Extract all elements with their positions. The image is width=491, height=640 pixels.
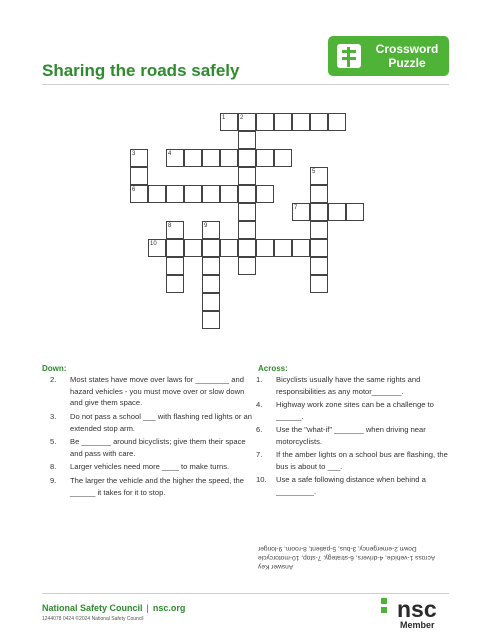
grid-cell[interactable] <box>238 239 256 257</box>
clue-number: 3. <box>50 412 57 421</box>
grid-cell[interactable] <box>220 185 238 203</box>
badge-label-puzzle: Puzzle <box>388 56 426 70</box>
footer-org: National Safety Council <box>42 603 143 613</box>
clue-text: Use the "what-if" _______ when driving near motorcyclists. <box>276 425 426 446</box>
grid-cell[interactable] <box>256 113 274 131</box>
clue-text: If the amber lights on a school bus are flashing, the bus is about to ___. <box>276 450 448 471</box>
clue-number: 1. <box>256 375 263 384</box>
footer-copyright: 1244078 0424 ©2024 National Safety Council <box>42 616 144 622</box>
nsc-logo: nsc <box>397 596 437 622</box>
nsc-logo-mark-icon <box>381 598 395 616</box>
footer-site[interactable]: nsc.org <box>152 603 186 613</box>
answer-key-title: Answer Key <box>258 563 294 570</box>
grid-cell[interactable] <box>274 113 292 131</box>
crossword-puzzle-badge <box>328 36 449 76</box>
clue-item <box>256 424 456 447</box>
grid-clue-number: 4 <box>168 151 172 157</box>
clue-item <box>256 474 456 497</box>
clue-item <box>50 475 255 498</box>
road-sign-icon <box>334 41 364 71</box>
grid-cell[interactable] <box>274 149 292 167</box>
grid-cell[interactable] <box>256 149 274 167</box>
grid-cell[interactable] <box>202 275 220 293</box>
grid-cell[interactable] <box>184 149 202 167</box>
grid-cell[interactable] <box>238 221 256 239</box>
across-heading: Across: <box>258 364 288 373</box>
grid-cell[interactable] <box>310 257 328 275</box>
grid-cell[interactable] <box>202 311 220 329</box>
grid-clue-number: 6 <box>132 187 136 193</box>
grid-cell[interactable] <box>202 239 220 257</box>
clue-text: The larger the vehicle and the higher the speed, the ______ it takes for it to stop. <box>70 476 244 497</box>
badge-label-crossword: Crossword <box>375 42 439 56</box>
grid-cell[interactable] <box>238 149 256 167</box>
clue-text: Larger vehicles need more ____ to make turns. <box>70 462 230 471</box>
grid-cell[interactable] <box>202 293 220 311</box>
footer-divider <box>42 593 449 594</box>
clue-number: 2. <box>50 375 57 384</box>
clue-number: 7. <box>256 450 263 459</box>
grid-clue-number: 3 <box>132 151 136 157</box>
clue-item <box>50 374 255 409</box>
clue-number: 10. <box>256 475 267 484</box>
grid-cell[interactable] <box>346 203 364 221</box>
answer-key <box>258 544 458 571</box>
grid-cell[interactable] <box>166 257 184 275</box>
grid-cell[interactable] <box>166 239 184 257</box>
down-heading: Down: <box>42 364 67 373</box>
grid-cell[interactable] <box>184 185 202 203</box>
answer-key-across: Across 1-vehicle, 4-drivers, 6-strategy, 7-stop, 10-motorcycle <box>258 554 436 561</box>
grid-cell[interactable] <box>256 239 274 257</box>
grid-cell[interactable] <box>310 185 328 203</box>
grid-cell[interactable] <box>238 185 256 203</box>
grid-cell[interactable] <box>238 167 256 185</box>
clue-number: 5. <box>50 437 57 446</box>
nsc-member-label: Member <box>400 620 435 630</box>
clue-item <box>50 461 255 473</box>
grid-clue-number: 2 <box>240 115 244 121</box>
grid-cell[interactable] <box>292 113 310 131</box>
grid-cell[interactable] <box>310 113 328 131</box>
clue-number: 6. <box>256 425 263 434</box>
grid-cell[interactable] <box>220 149 238 167</box>
clue-number: 4. <box>256 400 263 409</box>
grid-cell[interactable] <box>310 221 328 239</box>
answer-key-down: Down 2-emergency, 3-bus, 5-patient, 8-room, 9-longer <box>258 545 417 552</box>
clue-text: Bicyclists usually have the same rights and responsibilities as any motor_______. <box>276 375 421 396</box>
grid-clue-number: 10 <box>150 241 157 247</box>
grid-cell[interactable] <box>166 185 184 203</box>
grid-clue-number: 9 <box>204 223 208 229</box>
clue-item <box>256 374 456 397</box>
footer-org-line: National Safety Council | nsc.org <box>42 603 186 613</box>
grid-cell[interactable] <box>202 149 220 167</box>
grid-cell[interactable] <box>166 275 184 293</box>
clue-text: Use a safe following distance when behind a _________. <box>276 475 426 496</box>
grid-cell[interactable] <box>328 113 346 131</box>
clue-item <box>50 411 255 434</box>
grid-cell[interactable] <box>130 167 148 185</box>
grid-clue-number: 7 <box>294 205 298 211</box>
clue-number: 9. <box>50 476 57 485</box>
clue-text: Highway work zone sites can be a challenge to ______. <box>276 400 434 421</box>
grid-cell[interactable] <box>256 185 274 203</box>
grid-cell[interactable] <box>238 203 256 221</box>
grid-cell[interactable] <box>184 239 202 257</box>
grid-cell[interactable] <box>202 257 220 275</box>
page-title: Sharing the roads safely <box>42 61 240 80</box>
clue-text: Be _______ around bicyclists; give them their space and pass with care. <box>70 437 246 458</box>
grid-clue-number: 1 <box>222 115 226 121</box>
grid-cell[interactable] <box>328 203 346 221</box>
clue-text: Most states have move over laws for ________ and hazard vehicles - you must move over or slow down and give them space. <box>70 375 245 407</box>
divider <box>42 84 449 85</box>
clue-item <box>256 449 456 472</box>
grid-cell[interactable] <box>238 257 256 275</box>
clue-item <box>256 399 456 422</box>
grid-cell[interactable] <box>220 239 238 257</box>
grid-cell[interactable] <box>310 275 328 293</box>
clue-item <box>50 436 255 459</box>
grid-clue-number: 5 <box>312 169 316 175</box>
grid-cell[interactable] <box>292 239 310 257</box>
grid-cell[interactable] <box>202 185 220 203</box>
grid-clue-number: 8 <box>168 223 172 229</box>
grid-cell[interactable] <box>238 131 256 149</box>
grid-cell[interactable] <box>310 239 328 257</box>
clue-number: 8. <box>50 462 57 471</box>
grid-cell[interactable] <box>148 185 166 203</box>
grid-cell[interactable] <box>310 203 328 221</box>
clue-text: Do not pass a school ___ with flashing red lights or an extended stop arm. <box>70 412 252 433</box>
grid-cell[interactable] <box>274 239 292 257</box>
